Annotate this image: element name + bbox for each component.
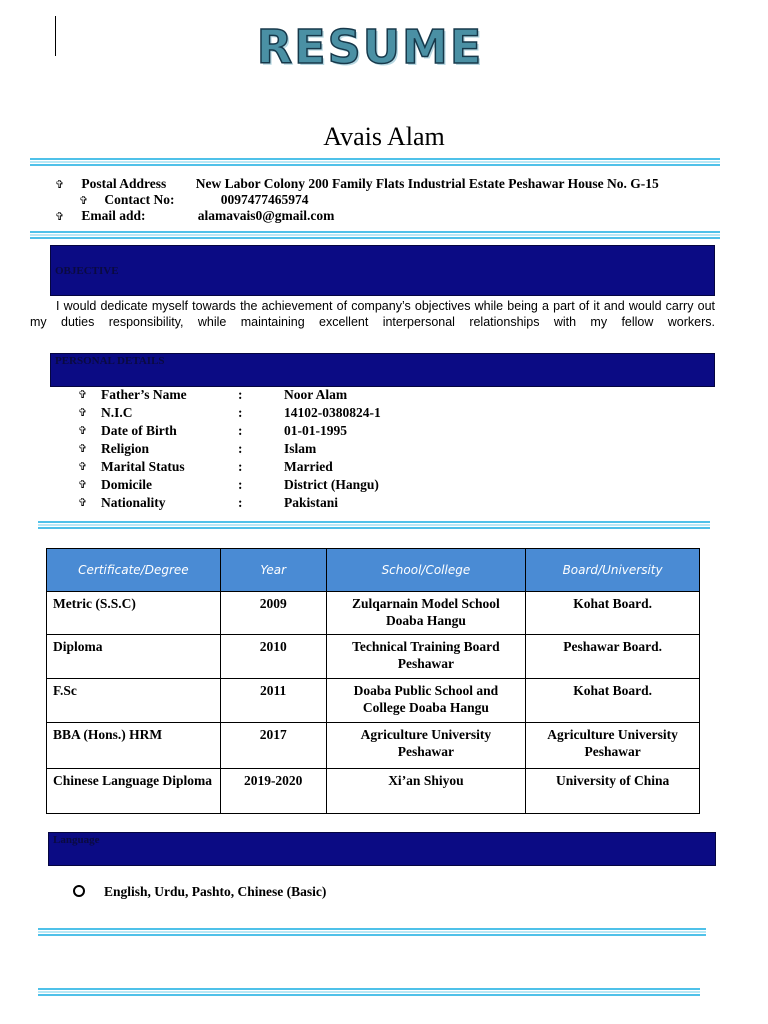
bullet-icon: ✞ bbox=[78, 461, 88, 473]
objective-heading-band bbox=[50, 245, 715, 296]
cell-school: Doaba Public School and College Doaba Hangu bbox=[326, 679, 526, 723]
personal-detail-separator: : bbox=[238, 477, 243, 492]
bullet-icon: ✞ bbox=[78, 407, 88, 419]
header-board: Board/University bbox=[526, 549, 700, 592]
language-item-text: English, Urdu, Pashto, Chinese (Basic) bbox=[104, 884, 327, 899]
cell-year: 2010 bbox=[220, 635, 326, 679]
personal-detail-value: 01-01-1995 bbox=[284, 423, 347, 438]
divider bbox=[38, 928, 706, 936]
postal-address-row bbox=[55, 176, 659, 192]
postal-address-label: Postal Address bbox=[81, 176, 167, 191]
circle-bullet-icon bbox=[73, 885, 85, 897]
bullet-icon: ✞ bbox=[78, 497, 88, 509]
bullet-icon: ✞ bbox=[78, 425, 88, 437]
language-heading: Language bbox=[53, 834, 100, 846]
cell-certificate: F.Sc bbox=[47, 679, 221, 723]
bullet-icon: ✞ bbox=[78, 389, 88, 401]
personal-detail-label: Marital Status bbox=[101, 459, 185, 474]
table-header-row bbox=[47, 549, 700, 592]
email-value: alamavais0@gmail.com bbox=[197, 208, 335, 223]
personal-detail-label: Domicile bbox=[101, 477, 152, 492]
divider bbox=[38, 988, 700, 996]
divider bbox=[30, 158, 720, 166]
cell-year: 2011 bbox=[220, 679, 326, 723]
objective-text: I would dedicate myself towards the achievement of company’s objectives while being a part of it and would carry out my duties responsibility, while maintaining excellent interpersonal relationships with my fellow workers. bbox=[30, 299, 715, 329]
personal-detail-label: N.I.C bbox=[101, 405, 133, 420]
cell-certificate: Diploma bbox=[47, 635, 221, 679]
contact-label: Contact No: bbox=[104, 192, 175, 207]
personal-detail-separator: : bbox=[238, 423, 243, 438]
objective-heading: OBJECTIVE bbox=[55, 265, 119, 277]
personal-detail-value: Noor Alam bbox=[284, 387, 348, 402]
education-table bbox=[46, 548, 700, 814]
cell-year: 2009 bbox=[220, 592, 326, 635]
divider bbox=[30, 231, 720, 239]
cell-school: Technical Training Board Peshawar bbox=[326, 635, 526, 679]
personal-detail-value: Islam bbox=[284, 441, 317, 456]
bullet-icon: ✞ bbox=[78, 479, 88, 491]
table-row bbox=[47, 635, 700, 679]
header-school: School/College bbox=[326, 549, 526, 592]
table-row bbox=[47, 679, 700, 723]
email-label: Email add: bbox=[81, 208, 146, 223]
cell-board: Kohat Board. bbox=[526, 679, 700, 723]
personal-detail-value: District (Hangu) bbox=[284, 477, 379, 492]
postal-address-value: New Labor Colony 200 Family Flats Industrial Estate Peshawar House No. G-15 bbox=[195, 176, 659, 191]
cell-board: Agriculture University Peshawar bbox=[526, 723, 700, 769]
personal-detail-separator: : bbox=[238, 405, 243, 420]
divider bbox=[38, 521, 710, 529]
language-heading-band bbox=[48, 832, 716, 866]
personal-detail-label: Date of Birth bbox=[101, 423, 177, 438]
personal-detail-separator: : bbox=[238, 387, 243, 402]
cell-board: Peshawar Board. bbox=[526, 635, 700, 679]
cell-board: Kohat Board. bbox=[526, 592, 700, 635]
table-row bbox=[47, 592, 700, 635]
personal-detail-separator: : bbox=[238, 441, 243, 456]
cell-certificate: Metric (S.S.C) bbox=[47, 592, 221, 635]
resume-title: RESUME bbox=[256, 20, 484, 74]
header-certificate: Certificate/Degree bbox=[47, 549, 221, 592]
cell-year: 2017 bbox=[220, 723, 326, 769]
cell-certificate: BBA (Hons.) HRM bbox=[47, 723, 221, 769]
language-item bbox=[73, 884, 326, 900]
cell-board: University of China bbox=[526, 769, 700, 814]
cell-year: 2019-2020 bbox=[220, 769, 326, 814]
contact-row bbox=[79, 192, 309, 208]
personal-details-heading: PERSONAL DETAILS bbox=[55, 355, 165, 367]
table-row bbox=[47, 769, 700, 814]
personal-detail-separator: : bbox=[238, 495, 243, 510]
cell-school: Zulqarnain Model School Doaba Hangu bbox=[326, 592, 526, 635]
header-year: Year bbox=[220, 549, 326, 592]
bullet-icon: ✞ bbox=[55, 211, 65, 223]
bullet-icon: ✞ bbox=[55, 179, 65, 191]
email-row bbox=[55, 208, 334, 224]
personal-details-heading-band bbox=[50, 353, 715, 387]
bullet-icon: ✞ bbox=[78, 443, 88, 455]
cell-certificate: Chinese Language Diploma bbox=[47, 769, 221, 814]
cell-school: Xi’an Shiyou bbox=[326, 769, 526, 814]
personal-detail-label: Father’s Name bbox=[101, 387, 187, 402]
personal-detail-value: Married bbox=[284, 459, 333, 474]
candidate-name: Avais Alam bbox=[323, 122, 445, 151]
personal-detail-label: Nationality bbox=[101, 495, 166, 510]
cell-school: Agriculture University Peshawar bbox=[326, 723, 526, 769]
bullet-icon: ✞ bbox=[79, 195, 89, 207]
contact-value: 0097477465974 bbox=[220, 192, 309, 207]
table-row bbox=[47, 723, 700, 769]
personal-detail-value: Pakistani bbox=[284, 495, 339, 510]
personal-detail-separator: : bbox=[238, 459, 243, 474]
personal-detail-value: 14102-0380824-1 bbox=[284, 405, 381, 420]
personal-detail-label: Religion bbox=[101, 441, 150, 456]
